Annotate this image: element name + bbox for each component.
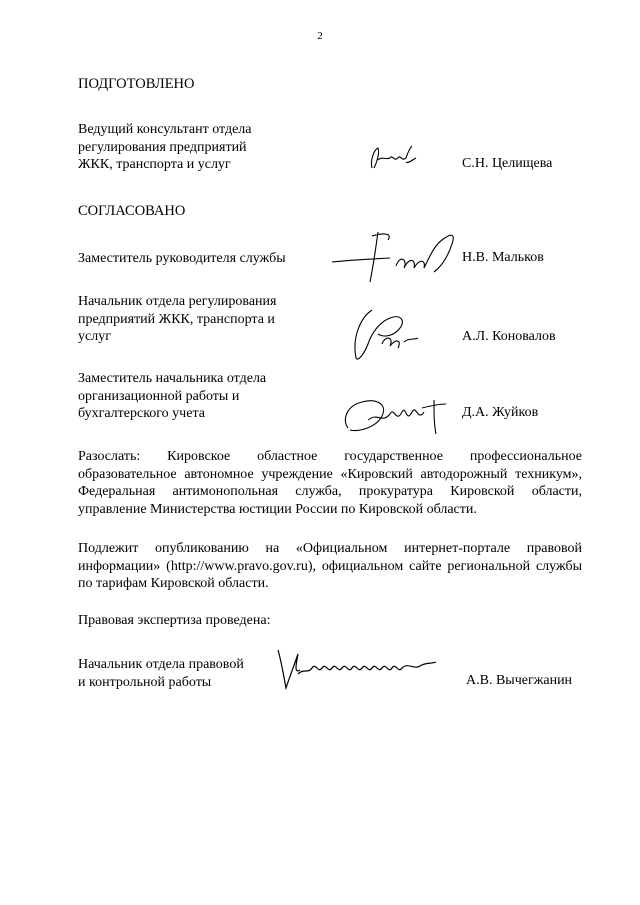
signature-konovalov bbox=[344, 304, 428, 366]
position-line: бухгалтерского учета bbox=[78, 406, 205, 421]
signature-zhuykov bbox=[338, 390, 458, 442]
legal-review-label: Правовая экспертиза проведена: bbox=[78, 613, 271, 628]
legal-signer-position bbox=[78, 656, 244, 691]
agreed-heading: СОГЛАСОВАНО bbox=[78, 203, 186, 219]
signer-position bbox=[78, 370, 266, 423]
position-line: Ведущий консультант отдела bbox=[78, 122, 252, 137]
page-number: 2 bbox=[317, 30, 323, 42]
position-line: Начальник отдела правовой bbox=[78, 657, 244, 672]
legal-signer-name: А.В. Вычегжанин bbox=[466, 673, 573, 688]
prepared-name: С.Н. Целищева bbox=[462, 156, 553, 171]
signature-malkov bbox=[330, 226, 465, 286]
position-line: организационной работы и bbox=[78, 388, 240, 404]
prepared-heading: ПОДГОТОВЛЕНО bbox=[78, 76, 195, 92]
publication-paragraph: Подлежит опубликованию на «Официальном интернет-портале правовой информации» (http://www.pravo.gov.ru), официальном сайте региональной службы по тарифам Кировской области. bbox=[78, 541, 582, 591]
position-line: регулирования предприятий bbox=[78, 139, 247, 155]
position-line: Заместитель начальника отдела bbox=[78, 371, 267, 386]
signature-tselishcheva bbox=[368, 142, 420, 172]
signer-name: Д.А. Жуйков bbox=[462, 405, 539, 420]
distribution-paragraph: Разослать: Кировское областное государственное профессиональное образовательное автономное учреждение «Кировский автодорожный техникум», Федеральная антимонопольная служба, прокуратура Кировской области, управление Министерства юстиции России по Кировской области. bbox=[78, 449, 582, 517]
position-line: Заместитель руководителя службы bbox=[78, 251, 286, 266]
position-line: ЖКК, транспорта и услуг bbox=[78, 157, 231, 172]
signer-name: А.Л. Коновалов bbox=[462, 329, 556, 344]
position-line: и контрольной работы bbox=[78, 674, 212, 690]
signer-position bbox=[78, 250, 286, 268]
signer-name: Н.В. Мальков bbox=[462, 250, 544, 265]
position-line: предприятий ЖКК, транспорта и bbox=[78, 311, 275, 327]
signer-position bbox=[78, 293, 276, 346]
position-line: Начальник отдела регулирования bbox=[78, 294, 277, 309]
signature-vychegzhanin bbox=[268, 640, 440, 696]
prepared-position bbox=[78, 121, 252, 174]
position-line: услуг bbox=[78, 329, 111, 344]
